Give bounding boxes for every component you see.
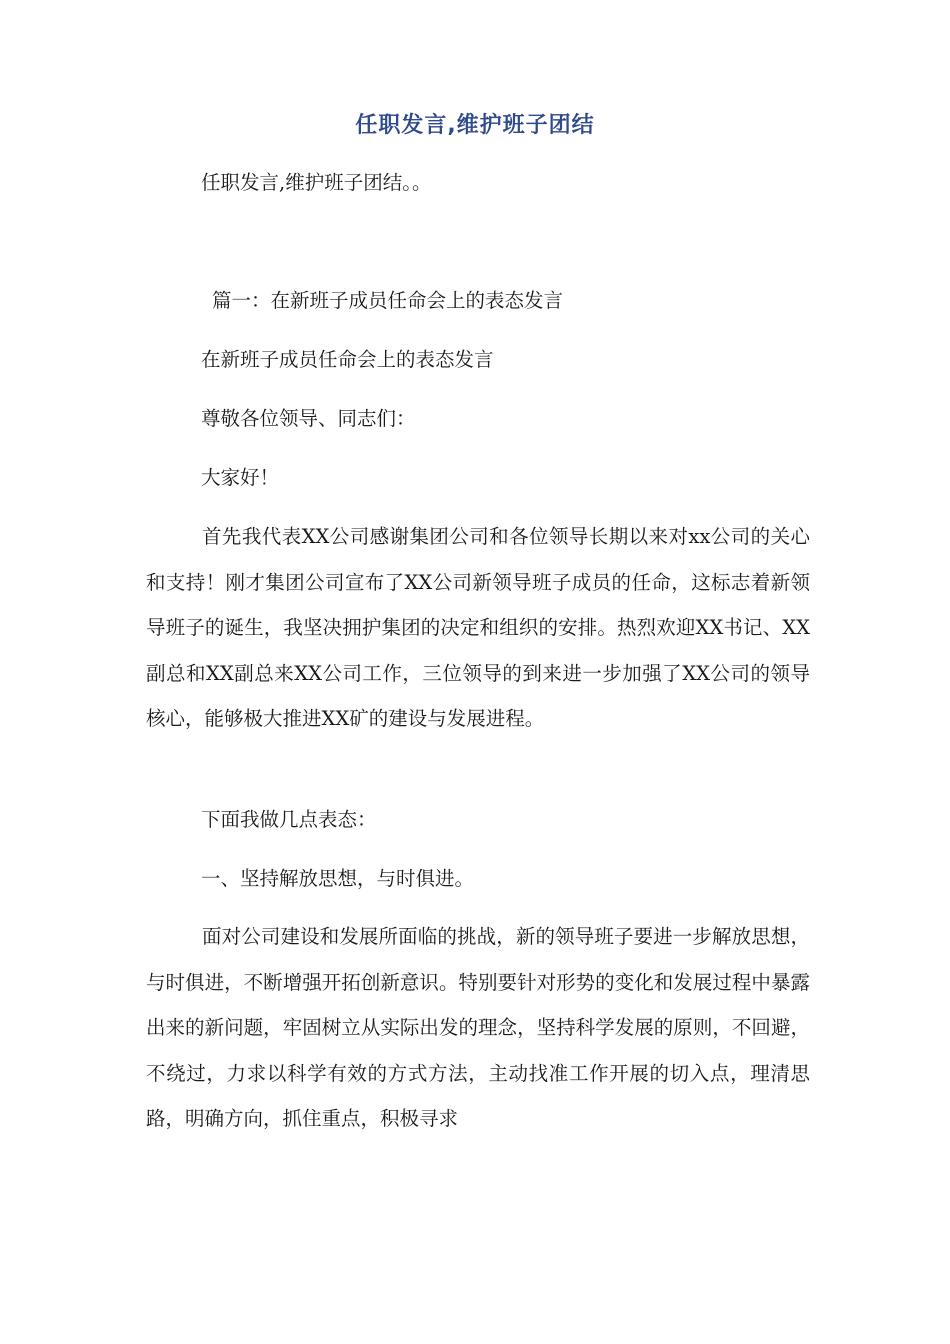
- section-heading: 篇一：在新班子成员任命会上的表态发言: [212, 289, 564, 312]
- greeting: 大家好！: [201, 466, 280, 489]
- point-1-heading: 一、坚持解放思想，与时俱进。: [201, 867, 475, 890]
- paragraph-thanks: 首先我代表XX公司感谢集团公司和各位领导长期以来对xx公司的关心和支持！刚才集团公司宣布了XX公司新领导班子成员的任命，这标志着新领导班子的诞生，我坚决拥护集团的决定和组织的安排。热烈欢迎XX书记、XX副总和XX副总来XX公司工作，三位领导的到来进一步加强了XX公司的领导核心，能够极大推进XX矿的建设与发展进程。: [146, 525, 810, 730]
- paragraph-point-1: 面对公司建设和发展所面临的挑战，新的领导班子要进一步解放思想，与时俱进，不断增强开拓创新意识。特别要针对形势的变化和发展过程中暴露出来的新问题，牢固树立从实际出发的理念，坚持科学发展的原则，不回避，不绕过，力求以科学有效的方式方法，主动找准工作开展的切入点，理清思路，明确方向，抓住重点，积极寻求: [146, 925, 810, 1130]
- statement-intro: 下面我做几点表态：: [201, 808, 377, 831]
- speech-title: 在新班子成员任命会上的表态发言: [201, 348, 494, 371]
- intro-line: 任职发言,维护班子团结。。: [201, 171, 432, 194]
- document-title: 任职发言,维护班子团结: [355, 113, 595, 138]
- salutation: 尊敬各位领导、同志们：: [201, 407, 416, 430]
